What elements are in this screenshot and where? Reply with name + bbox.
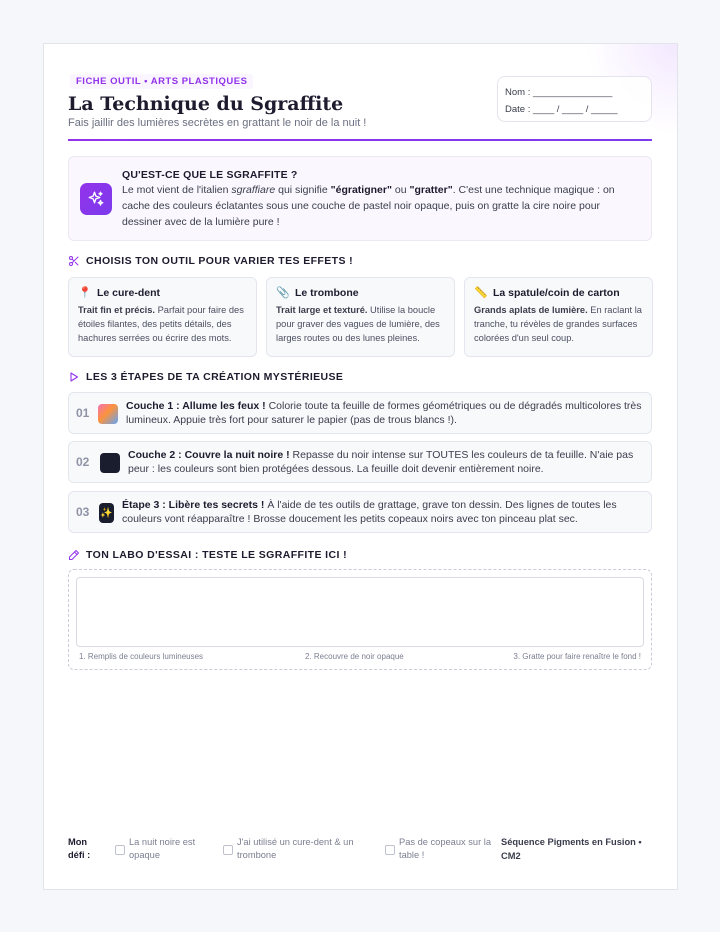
tool-name: La spatule/coin de carton [493,286,620,299]
intro-text: Le mot vient de l'italien sgraffiare qui signifie "égratigner" ou "gratter". C'est une technique magique : on cache des couleurs éclatantes sous une couche de pastel noir opaque, puis on gratte la cire noire pour dessiner avec de la lumière pure ! [122,184,615,228]
meaning-word-2: "gratter" [409,184,453,196]
lab-section-title: TON LABO D'ESSAI : TESTE LE SGRAFFITE ICI ! [86,549,348,561]
tool-description: Grands aplats de lumière. En raclant la tranche, tu révèles de grandes surfaces colorées d'un seul coup. [474,305,642,343]
sparkles-icon [80,183,112,215]
test-area [68,569,652,670]
tools-section-title: CHOISIS TON OUTIL POUR VARIER TES EFFETS ! [86,255,354,267]
tool-description: Trait fin et précis. Parfait pour faire des étoiles filantes, des petits détails, des hachures serrées ou écrire des mots. [78,305,244,343]
header-divider [68,139,652,141]
page-title: La Technique du Sgraffite [68,93,344,115]
tool-card-spatule [464,277,653,357]
meaning-word-1: "égratigner" [330,184,392,196]
tool-card-cure-dent [68,277,257,357]
step-1 [68,392,652,434]
tools-section-heading [68,255,353,267]
step-3 [68,491,652,533]
checkbox-tools[interactable] [223,845,233,855]
worksheet [43,43,678,890]
checkbox-copeaux[interactable] [385,845,395,855]
step-text: Couche 2 : Couvre la nuit noire ! Repasse du noir intense sur TOUTES les couleurs de ta feuille. N'aie pas peur : les couleurs sont bien protégées dessous. La feuille doit devenir entièrement noire. [128,449,634,475]
check-label: J'ai utilisé un cure-dent & un trombone [237,837,354,860]
lab-section-heading [68,549,347,561]
scissors-icon [68,255,80,267]
tool-name: Le cure-dent [97,286,161,299]
tool-card-trombone [266,277,455,357]
italian-word: sgraffiare [231,184,276,196]
drawing-canvas[interactable] [76,577,644,647]
lab-step-label: 2. Recouvre de noir opaque [305,652,404,661]
check-label: La nuit noire est opaque [129,837,196,860]
step-2 [68,441,652,483]
page-subtitle: Fais jaillir des lumières secrètes en grattant le noir de la nuit ! [68,117,367,129]
black-swatch-icon [100,453,120,473]
check-label: Pas de copeaux sur la table ! [399,837,491,860]
rainbow-swatch-icon [98,404,118,424]
step-number: 03 [76,505,90,519]
lab-step-label: 1. Remplis de couleurs lumineuses [79,652,204,661]
ruler-icon: 📏 [474,287,488,299]
sequence-label: Séquence Pigments en Fusion • CM2 [501,837,642,861]
name-field[interactable]: Nom : _______________ [505,87,613,98]
steps-section-heading [68,371,343,383]
category-tag: FICHE OUTIL • ARTS PLASTIQUES [70,74,253,89]
tool-description: Trait large et texturé. Utilise la boucle pour graver des vagues de lumière, des larges routes ou des lunes pleines. [276,305,440,343]
name-date-box [497,76,652,122]
challenge-label: Mon défi : [68,837,91,860]
play-icon [68,371,80,383]
intro-box [68,156,652,241]
step-text: Couche 1 : Allume les feux ! Colorie toute ta feuille de formes géométriques ou de dégradés multicolores très lumineux. Appuie très fort pour saturer le papier (pas de trous blancs !). [126,400,642,426]
step-number: 02 [76,455,90,469]
pencil-icon [68,549,80,561]
checkbox-opaque[interactable] [115,845,125,855]
intro-title: QU'EST-CE QUE LE SGRAFFITE ? [122,169,298,181]
step-text: Étape 3 : Libère tes secrets ! À l'aide de tes outils de grattage, grave ton dessin. Des lignes de toutes les couleurs vont réapparaître ! Brosse doucement les petits copeaux noirs avec ton pinceau plat sec. [122,499,617,525]
pin-icon: 📍 [78,287,92,299]
paperclip-icon: 📎 [276,287,290,299]
steps-section-title: LES 3 ÉTAPES DE TA CRÉATION MYSTÉRIEUSE [86,371,344,383]
lab-step-label: 3. Gratte pour faire renaître le fond ! [513,652,641,661]
step-number: 01 [76,406,90,420]
tool-name: Le trombone [295,286,359,299]
date-field[interactable]: Date : ____ / ____ / _____ [505,104,618,115]
sparkle-swatch-icon: ✨ [99,503,114,523]
